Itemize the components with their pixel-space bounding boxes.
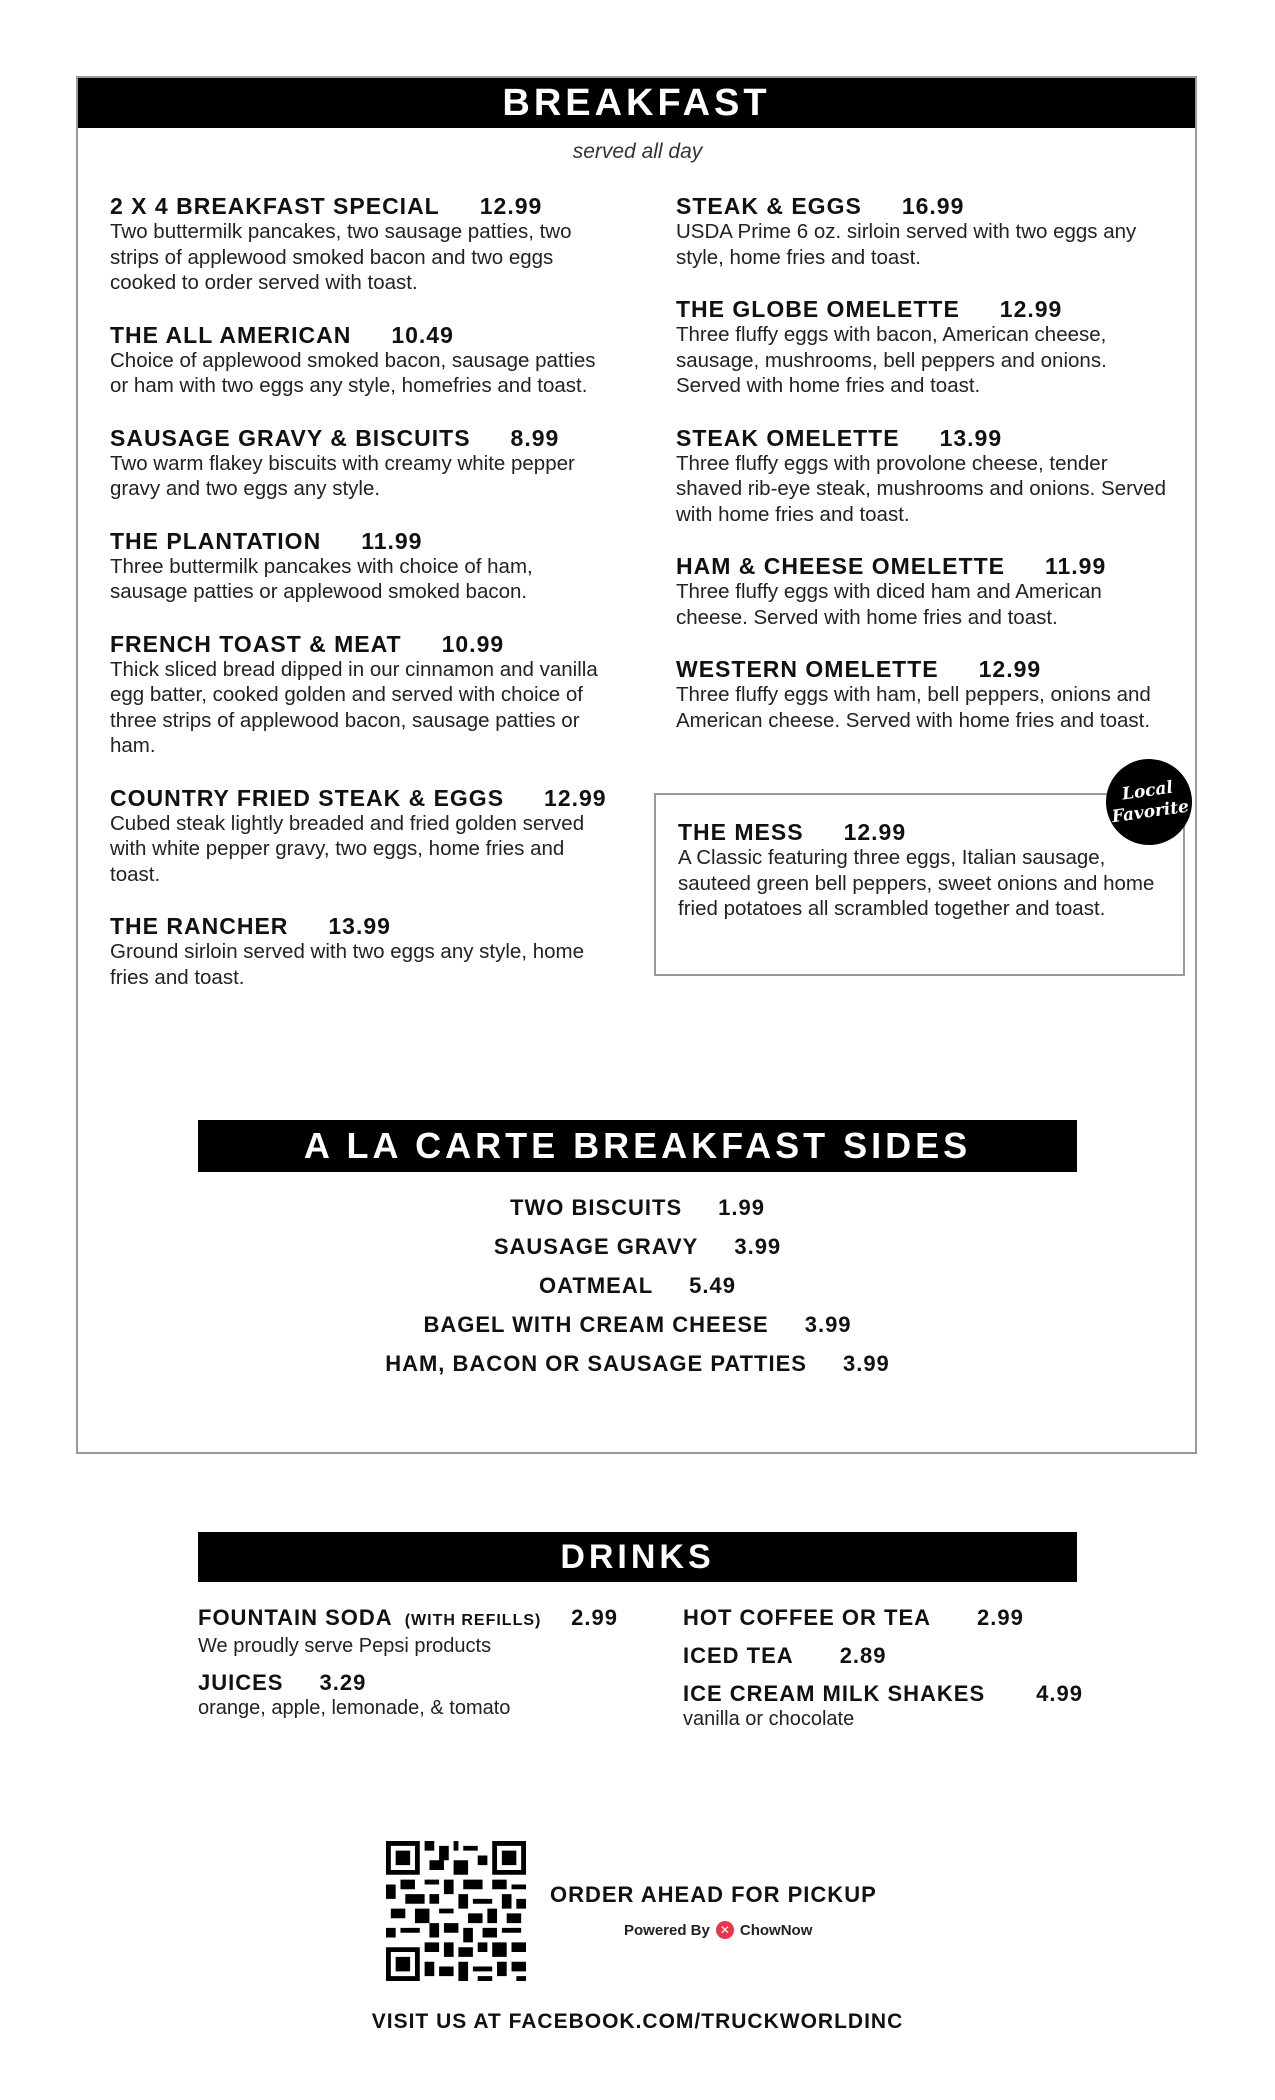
menu-item	[676, 193, 1171, 270]
drinks-right-column	[683, 1605, 1083, 1743]
item-name: THE RANCHER	[110, 913, 289, 939]
visit-us-link[interactable]: VISIT US AT FACEBOOK.COM/TRUCKWORLDINC	[371, 2010, 904, 2033]
side-item	[0, 1344, 1275, 1383]
drink-price: 4.99	[1036, 1681, 1083, 1706]
item-description: Cubed steak lightly breaded and fried golden served with white pepper gravy, two eggs, home fries and toast.	[110, 811, 585, 886]
side-name: SAUSAGE GRAVY	[493, 1234, 699, 1259]
drink-name: ICED TEA	[683, 1643, 794, 1668]
item-price: 13.99	[939, 424, 1003, 451]
breakfast-title: BREAKFAST	[78, 78, 1195, 128]
side-price: 3.99	[804, 1312, 852, 1337]
item-price: 12.99	[843, 819, 907, 845]
chownow-logo-icon: ✕	[716, 1921, 734, 1939]
drink-item	[683, 1605, 1083, 1631]
drink-price: 3.29	[319, 1670, 367, 1695]
drink-name: FOUNTAIN SODA	[198, 1605, 393, 1630]
drink-description: orange, apple, lemonade, & tomato	[198, 1697, 511, 1719]
item-name: THE GLOBE OMELETTE	[676, 296, 960, 322]
menu-item	[110, 193, 610, 296]
drink-item	[198, 1605, 618, 1634]
item-price: 11.99	[361, 527, 423, 554]
drink-description: We proudly serve Pepsi products	[198, 1635, 492, 1657]
badge-line: Local	[1120, 777, 1175, 805]
item-name: THE ALL AMERICAN	[110, 321, 352, 348]
side-name: HAM, BACON OR SAUSAGE PATTIES	[385, 1351, 807, 1376]
item-name: THE MESS	[678, 819, 804, 845]
item-description: Two warm flakey biscuits with creamy white pepper gravy and two eggs any style.	[110, 451, 575, 500]
powered-prefix: Powered By	[624, 1921, 710, 1939]
menu-item	[110, 322, 610, 399]
drink-item	[683, 1643, 1083, 1669]
menu-item	[110, 785, 610, 888]
menu-item	[110, 425, 610, 502]
breakfast-left-column	[110, 193, 610, 1016]
item-description: Three fluffy eggs with provolone cheese, tender shaved rib-eye steak, mushrooms and onions. Served with home fries and toast.	[676, 451, 1166, 526]
drink-price: 2.89	[839, 1643, 887, 1668]
drinks-left-column	[198, 1605, 618, 1732]
item-price: 8.99	[510, 424, 560, 451]
drink-note: (WITH REFILLS)	[404, 1612, 542, 1629]
item-name: STEAK OMELETTE	[676, 424, 900, 451]
menu-item	[676, 553, 1171, 630]
item-price: 16.99	[901, 193, 965, 219]
drinks-title: DRINKS	[198, 1532, 1077, 1582]
powered-by[interactable]	[624, 1921, 812, 1939]
item-price: 12.99	[544, 784, 607, 811]
item-price: 12.99	[978, 656, 1042, 682]
menu-item	[676, 425, 1171, 528]
item-description: Ground sirloin served with two eggs any style, home fries and toast.	[110, 940, 585, 989]
item-name: COUNTRY FRIED STEAK & EGGS	[110, 784, 505, 811]
drink-description: vanilla or chocolate	[683, 1708, 855, 1730]
side-item	[0, 1188, 1275, 1227]
item-price: 13.99	[328, 913, 391, 939]
menu-item	[676, 656, 1171, 733]
side-name: BAGEL WITH CREAM CHEESE	[423, 1312, 769, 1337]
item-description: A Classic featuring three eggs, Italian sausage, sauteed green bell peppers, sweet onions and home fried potatoes all scrambled together and toast.	[678, 846, 1155, 920]
breakfast-right-column	[676, 193, 1171, 759]
badge-line: Favorite	[1110, 796, 1191, 828]
item-name: STEAK & EGGS	[676, 193, 862, 219]
drink-name: ICE CREAM MILK SHAKES	[683, 1681, 986, 1706]
powered-brand: ChowNow	[739, 1921, 813, 1939]
featured-item-box	[654, 793, 1185, 976]
menu-item	[110, 913, 610, 990]
side-price: 5.49	[689, 1273, 736, 1298]
item-price: 10.49	[391, 321, 454, 348]
item-name: HAM & CHEESE OMELETTE	[676, 553, 1005, 579]
drink-item	[683, 1681, 1083, 1707]
side-item	[0, 1305, 1275, 1344]
item-description: USDA Prime 6 oz. sirloin served with two eggs any style, home fries and toast.	[676, 220, 1137, 269]
item-description: Three fluffy eggs with bacon, American cheese, sausage, mushrooms, bell peppers and onions. Served with home fries and toast.	[676, 323, 1107, 397]
menu-item	[676, 296, 1171, 399]
item-price: 11.99	[1044, 553, 1107, 579]
item-name: WESTERN OMELETTE	[676, 656, 939, 682]
item-description: Thick sliced bread dipped in our cinnamon and vanilla egg batter, cooked golden and served with choice of three strips of applewood bacon, sausage patties or ham.	[110, 657, 598, 757]
side-price: 1.99	[718, 1195, 765, 1220]
sides-list	[0, 1188, 1275, 1383]
sides-title: A LA CARTE BREAKFAST SIDES	[198, 1120, 1077, 1172]
drink-item	[198, 1670, 618, 1696]
drink-price: 2.99	[571, 1605, 618, 1630]
side-price: 3.99	[734, 1234, 782, 1259]
side-name: OATMEAL	[539, 1273, 654, 1298]
qr-code-icon[interactable]	[386, 1841, 526, 1981]
item-name: 2 X 4 BREAKFAST SPECIAL	[110, 193, 440, 219]
item-price: 10.99	[441, 630, 505, 657]
item-description: Three buttermilk pancakes with choice of ham, sausage patties or applewood smoked bacon.	[110, 554, 533, 603]
menu-item	[110, 528, 610, 605]
item-description: Two buttermilk pancakes, two sausage patties, two strips of applewood smoked bacon and two eggs cooked to order served with toast.	[110, 220, 572, 294]
item-description: Three fluffy eggs with diced ham and American cheese. Served with home fries and toast.	[676, 580, 1102, 629]
item-description: Three fluffy eggs with ham, bell peppers, onions and American cheese. Served with home fries and toast.	[676, 683, 1151, 732]
item-name: FRENCH TOAST & MEAT	[110, 630, 402, 657]
order-ahead-text: ORDER AHEAD FOR PICKUP	[550, 1882, 877, 1907]
item-price: 12.99	[479, 193, 543, 219]
item-name: THE PLANTATION	[110, 527, 322, 554]
side-price: 3.99	[842, 1351, 890, 1376]
side-item	[0, 1227, 1275, 1266]
drink-name: JUICES	[198, 1670, 284, 1695]
side-item	[0, 1266, 1275, 1305]
drink-price: 2.99	[977, 1605, 1024, 1630]
side-name: TWO BISCUITS	[510, 1195, 683, 1220]
item-name: SAUSAGE GRAVY & BISCUITS	[110, 424, 471, 451]
menu-item	[110, 631, 610, 759]
item-price: 12.99	[999, 296, 1063, 322]
drink-name: HOT COFFEE OR TEA	[683, 1605, 931, 1630]
breakfast-subtitle: served all day	[572, 140, 703, 163]
item-description: Choice of applewood smoked bacon, sausage patties or ham with two eggs any style, homefries and toast.	[110, 348, 596, 397]
